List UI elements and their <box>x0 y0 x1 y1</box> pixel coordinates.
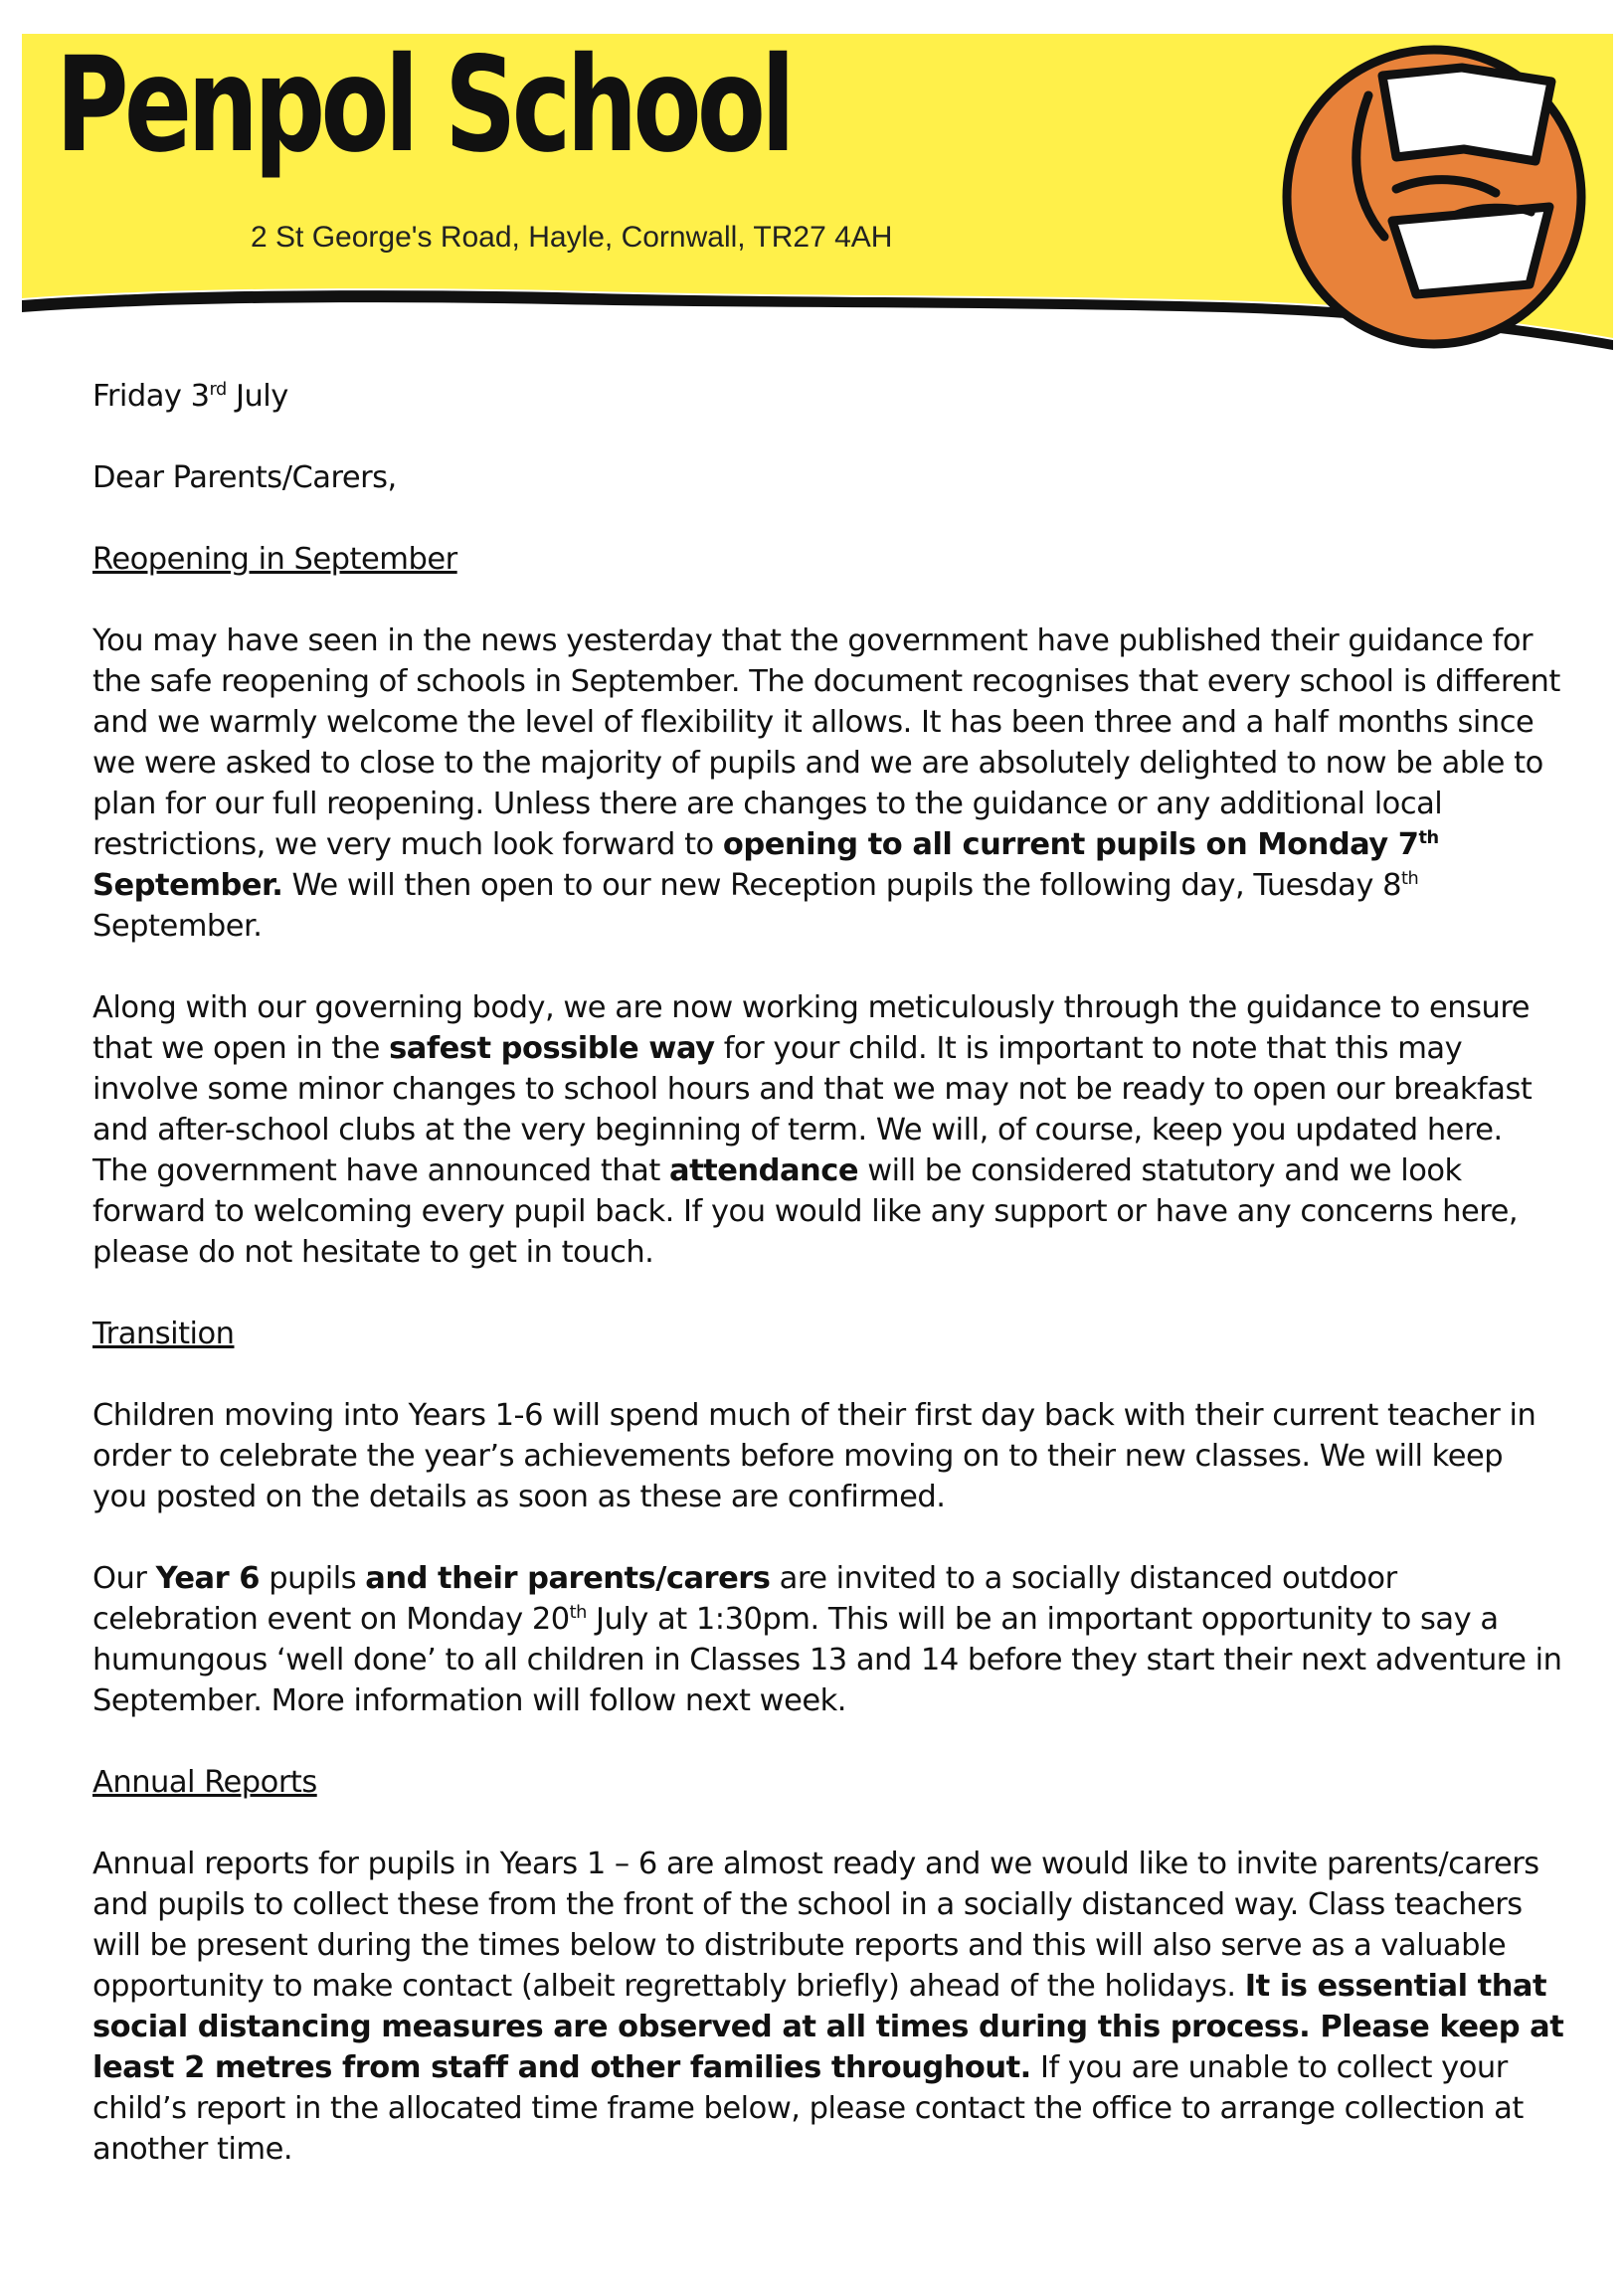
paragraph-reopening-1: You may have seen in the news yesterday that the government have published their guidance for the safe reopening of schools in September. The document recognises that every school is different and we warmly welcome the level of flexibility it allows. It has been three and a half months since we were asked to close to the majority of pupils and we are absolutely delighted to now be able to plan for our full reopening. Unless there are changes to the guidance or any additional local restrictions, we very much look forward to opening to all current pupils on Monday 7th September. We will then open to our new Reception pupils the following day, Tuesday 8th September. <box>92 623 1560 944</box>
school-name: Penpol School <box>56 29 792 182</box>
boat-sail-logo <box>1287 50 1581 344</box>
paragraph-transition-2: Our Year 6 pupils and their parents/carers are invited to a socially distanced outdoor celebration event on Monday 20th July at 1:30pm. This will be an important opportunity to say a humungous ‘well done’ to all children in Classes 13 and 14 before they start their next adventure in September. More information will follow next week. <box>92 1561 1562 1718</box>
paragraph-reports-1: Annual reports for pupils in Years 1 – 6 are almost ready and we would like to invite parents/carers and pupils to collect these from the front of the school in a socially distanced way. Class teachers will be present during the times below to distribute reports and this will also serve as a valuable opportunity to make contact (albeit regrettably briefly) ahead of the holidays. It is essential that social distancing measures are observed at all times during this process. Please keep at least 2 metres from staff and other families throughout. If you are unable to collect your child’s report in the allocated time frame below, please contact the office to arrange collection at another time. <box>92 1847 1564 2167</box>
paragraph-transition-1: Children moving into Years 1-6 will spend much of their first day back with their current teacher in order to celebrate the year’s achievements before moving on to their new classes. We will keep you posted on the details as soon as these are confirmed. <box>92 1398 1536 1514</box>
salutation: Dear Parents/Carers, <box>92 460 397 495</box>
school-address: 2 St George's Road, Hayle, Cornwall, TR27 4AH <box>251 221 893 254</box>
letter-date: Friday 3rd July <box>92 379 288 414</box>
paragraph-reopening-2: Along with our governing body, we are now working meticulously through the guidance to ensure that we open in the safest possible way for your child. It is important to note that this may involve some minor changes to school hours and that we may not be ready to open our breakfast and after-school clubs at the very beginning of term. We will, of course, keep you updated here. The government have announced that attendance will be considered statutory and we look forward to welcoming every pupil back. If you would like any support or have any concerns here, please do not hesitate to get in touch. <box>92 990 1533 1270</box>
section-heading-reports: Annual Reports <box>92 1765 317 1800</box>
letter-body <box>92 376 1564 2210</box>
section-heading-transition: Transition <box>92 1317 235 1351</box>
letterhead <box>0 0 1624 358</box>
section-heading-reopening: Reopening in September <box>92 542 457 577</box>
